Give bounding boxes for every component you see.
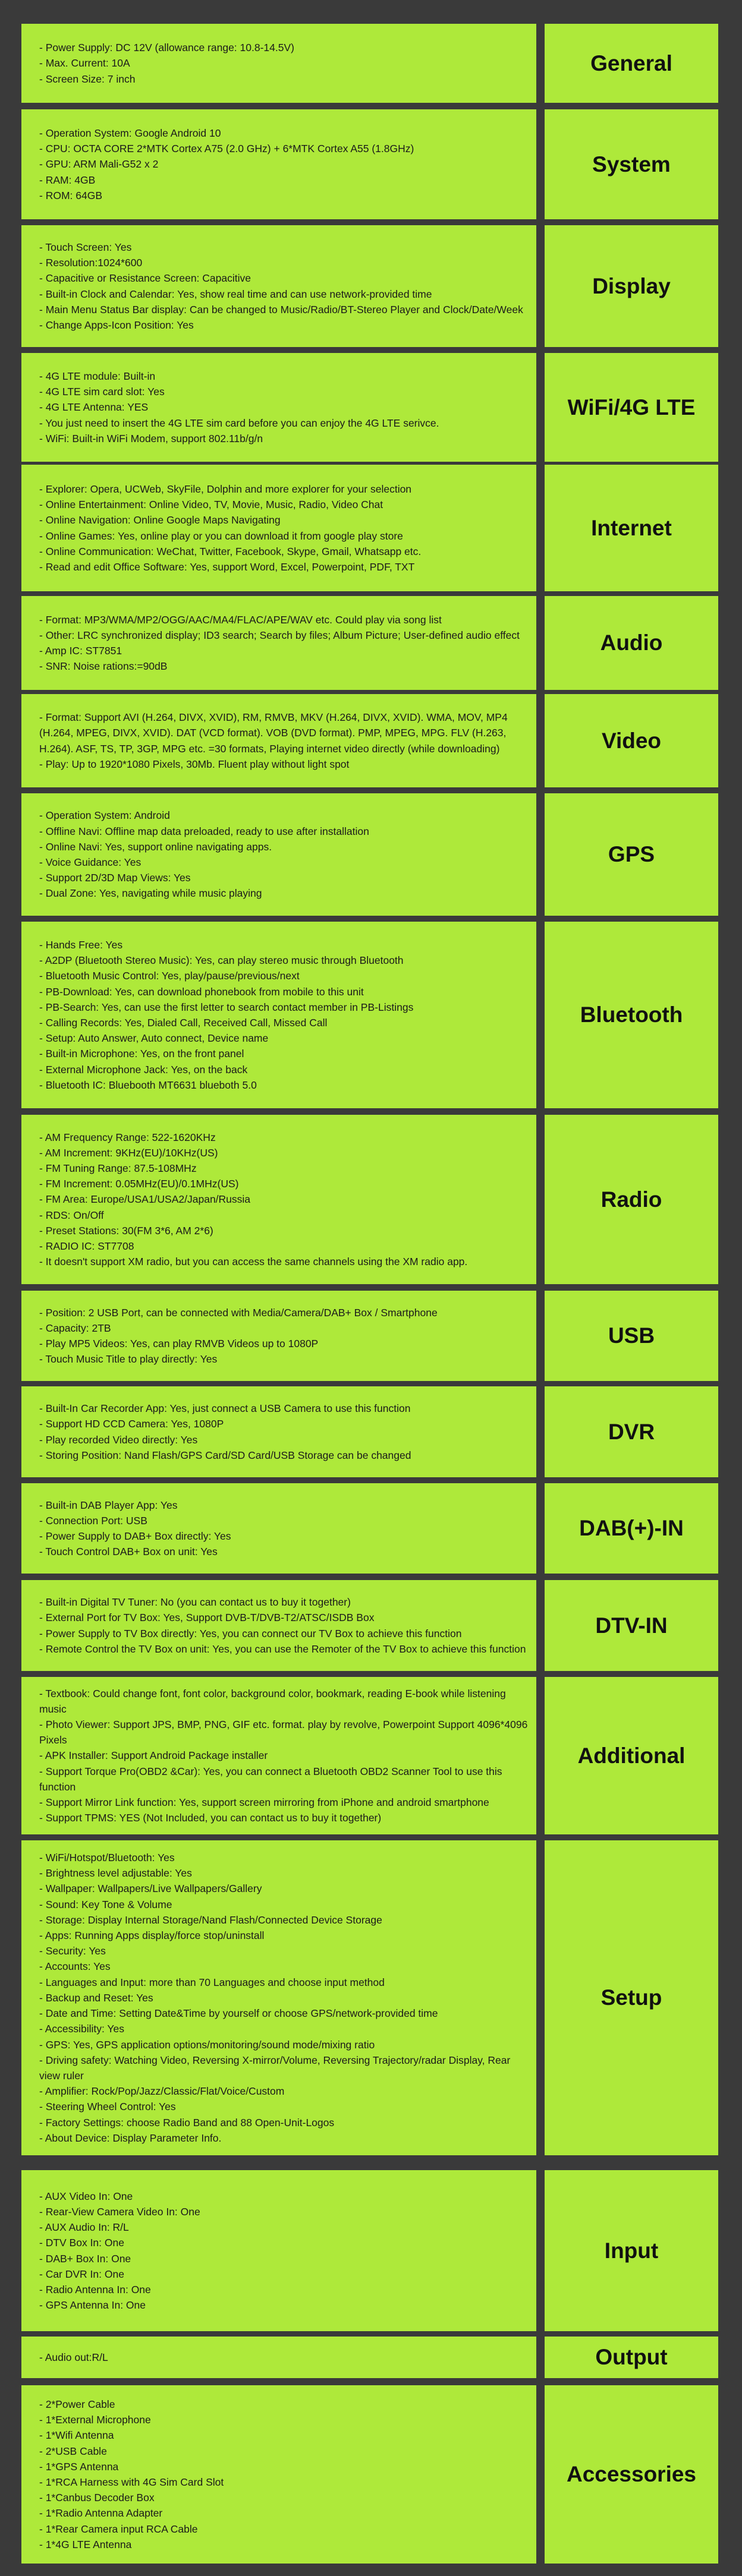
spec-line: - Remote Control the TV Box on unit: Yes, you can use the Remoter of the TV Box to achieve this function [39,1642,526,1655]
spec-line: - Calling Records: Yes, Dialed Call, Received Call, Missed Call [39,1017,328,1029]
spec-line: - Textbook: Could change font, font color, background color, bookmark, reading E-book while listening music [39,1687,506,1715]
section-general [21,24,718,103]
section-label-box [545,793,718,916]
spec-line: - External Port for TV Box: Yes, Support DVB-T/DVB-T2/ATSC/ISDB Box [39,1612,375,1624]
spec-line: - Online Communication: WeChat, Twitter, Facebook, Skype, Gmail, Whatsapp etc. [39,545,422,557]
section-title: Accessories [566,2462,697,2486]
section-additional [21,1677,718,1834]
spec-line: - 4G LTE module: Built-in [39,370,156,382]
spec-line: - PB-Download: Yes, can download phonebook from mobile to this unit [39,985,364,998]
spec-line: - Built-In Car Recorder App: Yes, just connect a USB Camera to use this function [39,1402,411,1415]
spec-line: - 1*Canbus Decoder Box [39,2492,155,2504]
section-label-box [545,1115,718,1284]
spec-line: - A2DP (Bluetooth Stereo Music): Yes, can play stereo music through Bluetooth [39,954,404,967]
section-label-box [545,1483,718,1574]
spec-line: - Apps: Running Apps display/force stop/uninstall [39,1929,265,1942]
section-title: Additional [577,1743,686,1768]
spec-line: - Power Supply to DAB+ Box directly: Yes [39,1530,231,1542]
spec-line: - Preset Stations: 30(FM 3*6, AM 2*6) [39,1224,213,1237]
section-title: DVR [608,1419,655,1444]
spec-line: - Radio Antenna In: One [39,2283,151,2296]
spec-line: - RAM: 4GB [39,174,96,186]
spec-line: - AM Frequency Range: 522-1620KHz [39,1131,216,1143]
spec-line: - Accounts: Yes [39,1960,111,1973]
section-usb [21,1291,718,1381]
section-title: DAB(+)-IN [579,1516,684,1540]
spec-line: - Format: MP3/WMA/MP2/OGG/AAC/MA4/FLAC/APE/WAV etc. Could play via song list [39,613,442,626]
spec-line: - Support HD CCD Camera: Yes, 1080P [39,1418,224,1430]
spec-line: - DTV Box In: One [39,2237,124,2249]
spec-list [21,1386,536,1477]
spec-line: - Driving safety: Watching Video, Reversing X-mirror/Volume, Reversing Trajectory/radar Display, Rear view ruler [39,2054,511,2082]
section-title: Audio [600,630,663,655]
spec-line: - APK Installer: Support Android Package installer [39,1749,268,1762]
spec-line: - Operation System: Android [39,809,170,822]
spec-line: - Power Supply to TV Box directly: Yes, you can connect our TV Box to achieve this function [39,1627,462,1639]
section-label-box [545,1840,718,2155]
spec-list [21,1677,536,1834]
spec-line: - Sound: Key Tone & Volume [39,1898,172,1910]
section-label-box [545,1677,718,1834]
section-title: System [592,152,671,176]
section-label-box [545,694,718,787]
section-title: Video [601,728,662,753]
spec-line: - Read and edit Office Software: Yes, support Word, Excel, Powerpoint, PDF, TXT [39,560,415,573]
spec-line: - Factory Settings: choose Radio Band and 88 Open-Unit-Logos [39,2116,335,2129]
spec-line: - Position: 2 USB Port, can be connected with Media/Camera/DAB+ Box / Smartphone [39,1306,438,1319]
spec-line: - RADIO IC: ST7708 [39,1240,134,1252]
section-internet [21,465,718,591]
spec-line: - Screen Size: 7 inch [39,72,136,85]
spec-line: - FM Increment: 0.05MHz(EU)/0.1MHz(US) [39,1178,239,1190]
spec-line: - PB-Search: Yes, can use the first letter to search contact member in PB-Listings [39,1001,414,1013]
spec-line: - Car DVR In: One [39,2268,124,2280]
spec-line: - 4G LTE sim card slot: Yes [39,386,165,398]
spec-line: - Connection Port: USB [39,1514,147,1527]
section-wifi-4g-lte [21,353,718,462]
section-title: Radio [600,1187,662,1212]
section-label-box [545,596,718,690]
section-gps [21,793,718,916]
spec-list [21,353,536,462]
spec-line: - Support Torque Pro(OBD2 &Car): Yes, you can connect a Bluetooth OBD2 Scanner Tool to use this function [39,1765,502,1793]
section-bluetooth [21,922,718,1108]
spec-list [21,1115,536,1284]
spec-line: - Play: Up to 1920*1080 Pixels, 30Mb. Fluent play without light spot [39,758,350,770]
section-label-box [545,225,718,347]
spec-line: - 1*4G LTE Antenna [39,2538,132,2550]
spec-line: - Power Supply: DC 12V (allowance range: 10.8-14.5V) [39,42,294,54]
section-radio [21,1115,718,1284]
section-title: GPS [608,842,655,866]
spec-line: - Support TPMS: YES (Not Included, you can contact us to buy it together) [39,1812,382,1824]
section-label-box [545,24,718,103]
section-system [21,109,718,219]
spec-line: - Other: LRC synchronized display; ID3 search; Search by files; Album Picture; User-defined audio effect [39,629,520,641]
spec-line: - Online Navigation: Online Google Maps Navigating [39,514,281,526]
section-title: Input [604,2238,659,2263]
spec-list [21,1580,536,1671]
section-video [21,694,718,787]
spec-line: - About Device: Display Parameter Info. [39,2132,222,2144]
spec-line: - Built-in Clock and Calendar: Yes, show real time and can use network-provided time [39,288,432,300]
spec-line: - Date and Time: Setting Date&Time by yourself or choose GPS/network-provided time [39,2007,438,2020]
spec-line: - Backup and Reset: Yes [39,1991,153,2004]
spec-line: - Hands Free: Yes [39,938,123,951]
spec-line: - 1*GPS Antenna [39,2460,119,2473]
spec-line: - It doesn't support XM radio, but you can access the same channels using the XM radio app. [39,1256,468,1268]
spec-line: - External Microphone Jack: Yes, on the back [39,1063,248,1076]
spec-list [21,596,536,690]
spec-line: - Online Navi: Yes, support online navigating apps. [39,840,272,853]
spec-line: - Steering Wheel Control: Yes [39,2101,176,2113]
section-title: Display [592,273,671,298]
spec-line: - Support Mirror Link function: Yes, support screen mirroring from iPhone and android smartphone [39,1796,489,1808]
section-output [21,2337,718,2378]
section-dab-in [21,1483,718,1574]
spec-line: - ROM: 64GB [39,189,102,201]
spec-line: - Built-in Digital TV Tuner: No (you can contact us to buy it together) [39,1596,351,1609]
spec-line: - AUX Video In: One [39,2190,133,2202]
spec-list [21,1483,536,1574]
spec-line: - Amplifier: Rock/Pop/Jazz/Classic/Flat/Voice/Custom [39,2085,285,2098]
section-dvr [21,1386,718,1477]
spec-line: - Capacitive or Resistance Screen: Capacitive [39,272,251,285]
spec-list [21,109,536,219]
spec-list [21,2337,536,2378]
spec-line: - 4G LTE Antenna: YES [39,401,149,414]
spec-line: - Audio out:R/L [39,2351,108,2363]
spec-line: - 1*External Microphone [39,2414,151,2426]
spec-line: - SNR: Noise rations:=90dB [39,660,168,673]
spec-line: - Storage: Display Internal Storage/Nand Flash/Connected Device Storage [39,1913,382,1926]
section-display [21,225,718,347]
spec-line: - Change Apps-Icon Position: Yes [39,319,194,331]
spec-line: - Touch Music Title to play directly: Yes [39,1353,218,1366]
spec-line: - WiFi/Hotspot/Bluetooth: Yes [39,1852,175,1864]
section-title: WiFi/4G LTE [567,395,696,420]
spec-line: - AUX Audio In: R/L [39,2221,129,2234]
spec-line: - Capacity: 2TB [39,1322,111,1334]
spec-line: - WiFi: Built-in WiFi Modem, support 802.11b/g/n [39,432,263,444]
spec-line: - Offline Navi: Offline map data preloaded, ready to use after installation [39,825,369,837]
section-label-box [545,2337,718,2378]
spec-line: - Built-in DAB Player App: Yes [39,1499,178,1511]
section-dtv-in [21,1580,718,1671]
section-input [21,2170,718,2331]
spec-line: - FM Tuning Range: 87.5-108MHz [39,1162,197,1174]
spec-line: - GPS Antenna In: One [39,2299,146,2312]
spec-line: - Play recorded Video directly: Yes [39,1433,198,1446]
spec-line: - GPS: Yes, GPS application options/monitoring/sound mode/mixing ratio [39,2038,375,2051]
spec-line: - DAB+ Box In: One [39,2252,131,2265]
spec-line: - Dual Zone: Yes, navigating while music playing [39,887,262,900]
spec-line: - Online Games: Yes, online play or you can download it from google play store [39,529,403,542]
spec-list [21,24,536,103]
spec-line: - FM Area: Europe/USA1/USA2/Japan/Russia [39,1193,251,1206]
spec-line: - Photo Viewer: Support JPS, BMP, PNG, GIF etc. format. play by revolve, Powerpoint Support 4096*4096 Pixels [39,1718,528,1746]
spec-line: - Operation System: Google Android 10 [39,127,221,139]
section-title: Internet [591,515,672,540]
spec-line: - 2*USB Cable [39,2445,107,2457]
spec-line: - Bluetooth Music Control: Yes, play/pause/previous/next [39,970,300,982]
spec-line: - 1*RCA Harness with 4G Sim Card Slot [39,2476,224,2488]
spec-list [21,694,536,787]
spec-line: - Brightness level adjustable: Yes [39,1867,192,1880]
spec-list [21,2385,536,2564]
section-label-box [545,2170,718,2331]
spec-line: - Bluetooth IC: Bluebooth MT6631 blueboth 5.0 [39,1079,257,1091]
spec-line: - Voice Guidance: Yes [39,856,142,868]
spec-line: - Support 2D/3D Map Views: Yes [39,872,191,884]
section-audio [21,596,718,690]
section-label-box [545,922,718,1108]
section-label-box [545,109,718,219]
spec-line: - CPU: OCTA CORE 2*MTK Cortex A75 (2.0 GHz) + 6*MTK Cortex A55 (1.8GHz) [39,143,414,155]
spec-line: - Built-in Microphone: Yes, on the front panel [39,1048,244,1060]
spec-line: - You just need to insert the 4G LTE sim card before you can enjoy the 4G LTE serivce. [39,417,439,429]
spec-list [21,1840,536,2155]
spec-line: - Format: Support AVI (H.264, DIVX, XVID), RM, RMVB, MKV (H.264, DIVX, XVID). WMA, MOV, MP4 (H.264, MPEG, DIVX, XVID). DAT (VCD format). VOB (DVD format). PMP, MPEG, MPG. FLV (H.263, H.264). ASF, TS, TP, 3GP, MPG etc. =30 formats, Playing internet video directly (while downloading) [39,711,508,755]
spec-line: - Max. Current: 10A [39,57,130,70]
spec-line: - Main Menu Status Bar display: Can be changed to Music/Radio/BT-Stereo Player and Clock/Date/Week [39,303,523,316]
spec-line: - Explorer: Opera, UCWeb, SkyFile, Dolphin and more explorer for your selection [39,483,412,495]
spec-line: - Touch Screen: Yes [39,241,132,253]
section-title: Bluetooth [580,1002,683,1027]
section-title: Output [595,2345,668,2369]
section-label-box [545,1291,718,1381]
spec-line: - 2*Power Cable [39,2398,115,2410]
spec-line: - 1*Rear Camera input RCA Cable [39,2523,198,2535]
spec-line: - 1*Radio Antenna Adapter [39,2507,163,2520]
spec-line: - Languages and Input: more than 70 Languages and choose input method [39,1976,385,1988]
spec-line: - Play MP5 Videos: Yes, can play RMVB Videos up to 1080P [39,1338,319,1350]
spec-list [21,922,536,1108]
spec-list [21,465,536,591]
spec-list [21,1291,536,1381]
spec-line: - AM Increment: 9KHz(EU)/10KHz(US) [39,1146,218,1159]
section-label-box [545,465,718,591]
section-title: General [590,51,672,75]
spec-line: - Resolution:1024*600 [39,257,143,269]
spec-line: - GPU: ARM Mali-G52 x 2 [39,158,159,171]
spec-line: - RDS: On/Off [39,1209,104,1221]
spec-line: - Setup: Auto Answer, Auto connect, Device name [39,1032,269,1045]
spec-line: - 1*Wifi Antenna [39,2429,114,2442]
section-label-box [545,1386,718,1477]
spec-list [21,2170,536,2331]
spec-line: - Touch Control DAB+ Box on unit: Yes [39,1546,218,1558]
section-title: USB [608,1323,655,1348]
spec-line: - Storing Position: Nand Flash/GPS Card/SD Card/USB Storage can be changed [39,1449,411,1461]
spec-list [21,793,536,916]
spec-line: - Wallpaper: Wallpapers/Live Wallpapers/Gallery [39,1883,262,1895]
spec-line: - Accessibility: Yes [39,2023,124,2035]
spec-line: - Online Entertainment: Online Video, TV, Movie, Music, Radio, Video Chat [39,499,383,511]
spec-list [21,225,536,347]
section-accessories [21,2385,718,2564]
section-label-box [545,2385,718,2564]
section-title: DTV-IN [595,1613,668,1638]
spec-line: - Amp IC: ST7851 [39,645,122,657]
section-label-box [545,353,718,462]
section-setup [21,1840,718,2155]
section-title: Setup [600,1985,662,2010]
section-label-box [545,1580,718,1671]
spec-line: - Security: Yes [39,1945,106,1957]
spec-line: - Rear-View Camera Video In: One [39,2205,200,2218]
